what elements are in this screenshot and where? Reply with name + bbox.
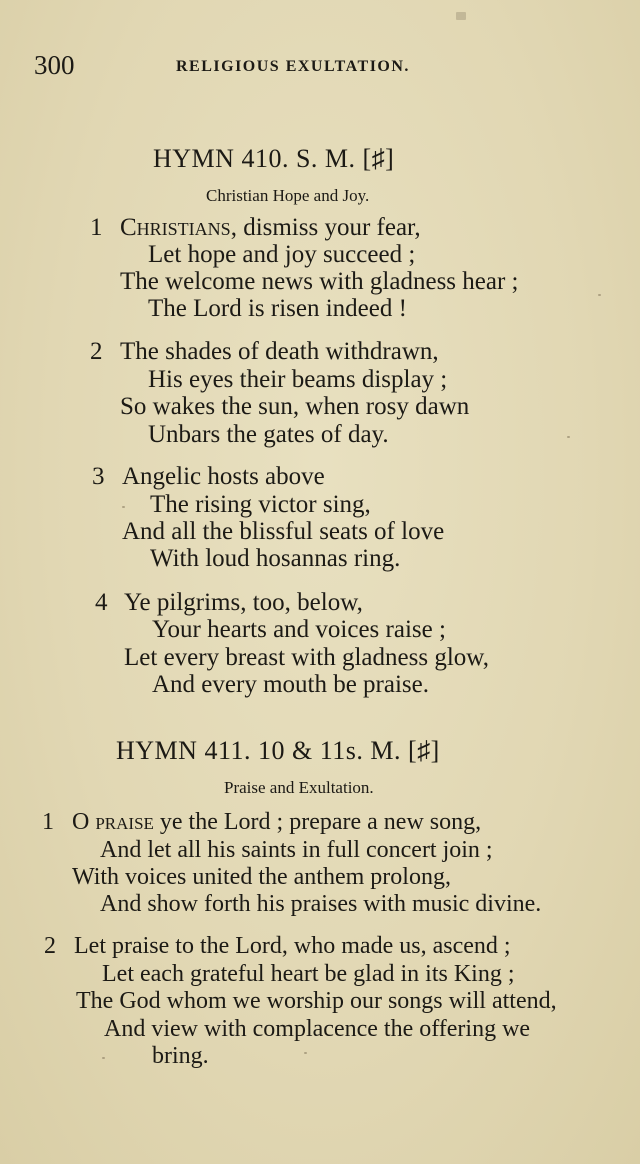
stanza-number: 2	[90, 338, 103, 365]
verse-line: Your hearts and voices raise ;	[152, 616, 446, 643]
verse-line: Angelic hosts above	[122, 463, 325, 490]
paper-speck	[304, 1052, 307, 1054]
stanza-number: 4	[95, 589, 108, 616]
verse-line	[120, 214, 421, 242]
verse-line: Let praise to the Lord, who made us, ascend ;	[74, 933, 511, 959]
verse-line: And every mouth be praise.	[152, 671, 430, 698]
verse-line: Let each grateful heart be glad in its King ;	[102, 961, 515, 987]
hymn-subtitle: Praise and Exultation.	[224, 778, 374, 797]
verse-line: The God whom we worship our songs will attend,	[76, 988, 557, 1014]
running-title: RELIGIOUS EXULTATION.	[176, 58, 410, 75]
verse-line: Unbars the gates of day.	[148, 421, 389, 448]
verse-line-text: ye the Lord ; prepare a new song,	[153, 809, 482, 835]
first-word: Christians	[120, 214, 231, 241]
verse-line: bring.	[152, 1043, 209, 1069]
paper-speck	[102, 1057, 105, 1059]
paper-stain	[456, 12, 466, 20]
stanza-number: 2	[44, 933, 56, 959]
verse-line: And view with complacence the offering we	[104, 1016, 531, 1042]
paper-speck	[567, 436, 570, 438]
page-number: 300	[34, 50, 75, 80]
paper-speck	[598, 294, 601, 296]
first-word: O praise	[72, 809, 154, 835]
hymn-title: HYMN 410. S. M. [♯]	[153, 144, 395, 173]
verse-line: The shades of death withdrawn,	[120, 338, 439, 365]
stanza-number: 1	[90, 214, 103, 241]
stanza-number: 3	[92, 463, 105, 490]
verse-line: The rising victor sing,	[150, 491, 371, 518]
verse-line: Ye pilgrims, too, below,	[124, 589, 363, 616]
verse-line: Let every breast with gladness glow,	[124, 644, 489, 671]
verse-line: And all the blissful seats of love	[122, 518, 445, 545]
verse-line: So wakes the sun, when rosy dawn	[120, 393, 470, 420]
verse-line: With voices united the anthem prolong,	[72, 864, 451, 890]
verse-line: Let hope and joy succeed ;	[148, 241, 416, 268]
verse-line: The welcome news with gladness hear ;	[120, 268, 519, 295]
verse-line: And show forth his praises with music divine.	[100, 891, 542, 917]
hymn-title: HYMN 411. 10 & 11s. M. [♯]	[116, 736, 440, 765]
stanza-number: 1	[42, 809, 54, 835]
verse-line	[72, 809, 481, 836]
paper-speck	[122, 506, 125, 508]
verse-line: With loud hosannas ring.	[150, 545, 401, 572]
verse-line: His eyes their beams display ;	[148, 366, 448, 393]
verse-line: The Lord is risen indeed !	[148, 295, 407, 322]
verse-line-text: , dismiss your fear,	[230, 214, 421, 241]
hymn-subtitle: Christian Hope and Joy.	[206, 186, 370, 205]
verse-line: And let all his saints in full concert join ;	[100, 837, 493, 863]
